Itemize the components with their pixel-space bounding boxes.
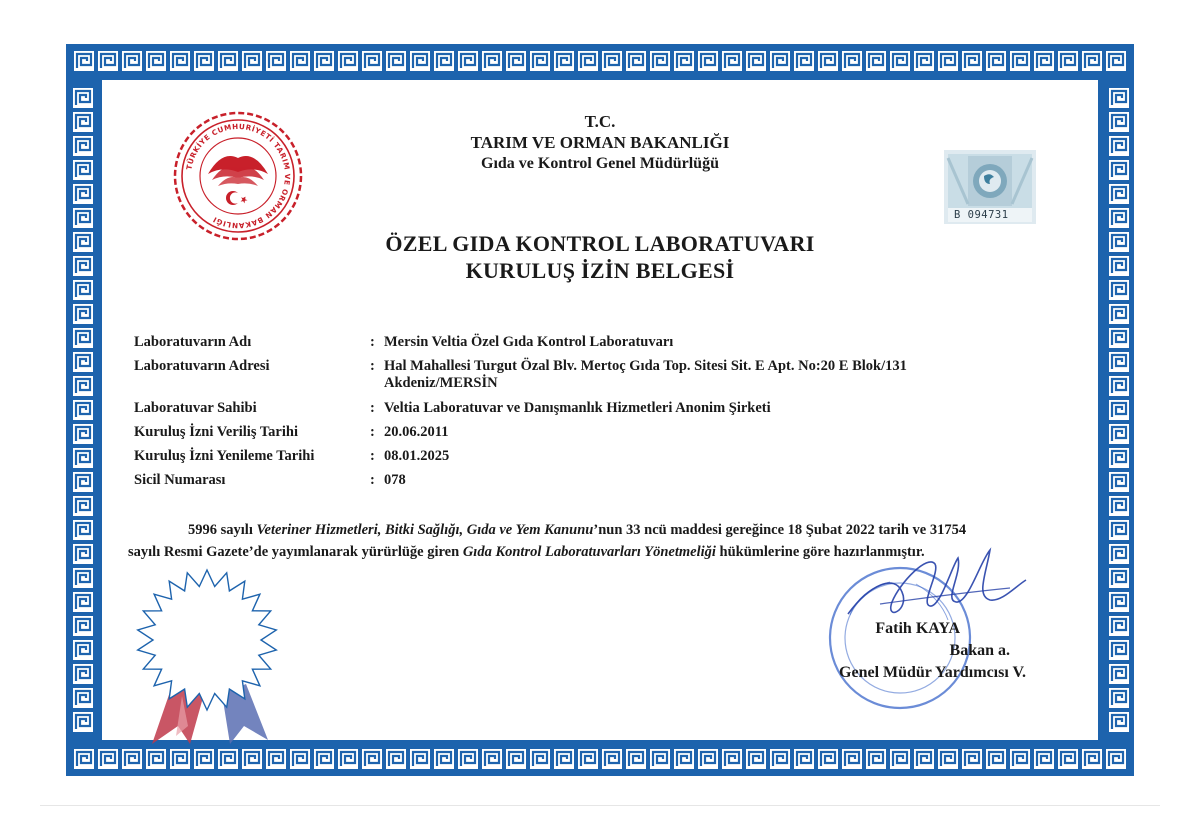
- seal-ring-text: TÜRKİYE CUMHURİYETİ TARIM VE ORMAN BAKANLIĞI: [184, 121, 293, 231]
- hologram-serial: B 094731: [954, 209, 1009, 221]
- field-label: Kuruluş İzni Yenileme Tarihi: [134, 448, 315, 464]
- law-name: Veteriner Hizmetleri, Bitki Sağlığı, Gıda ve Yem Kanunu: [256, 522, 594, 538]
- field-value: 20.06.2011: [384, 424, 449, 440]
- field-separator: :: [370, 424, 375, 440]
- paragraph-line-2: [128, 541, 925, 563]
- field-label: Kuruluş İzni Veriliş Tarihi: [134, 424, 298, 440]
- field-separator: :: [370, 358, 375, 374]
- rosette-seal: [112, 566, 302, 744]
- field-separator: :: [370, 400, 375, 416]
- field-value: Veltia Laboratuvar ve Danışmanlık Hizmetleri Anonim Şirketi: [384, 400, 771, 416]
- greek-key-border-right: [1104, 76, 1134, 744]
- greek-key-border-top: [68, 46, 1132, 76]
- paragraph-line-1: [188, 519, 966, 541]
- field-label: Laboratuvar Sahibi: [134, 400, 257, 416]
- paragraph-text: sayılı Resmi Gazete’de yayımlanarak yürürlüğe giren: [128, 544, 463, 560]
- header-ministry: TARIM VE ORMAN BAKANLIĞI: [470, 133, 730, 152]
- paragraph-text: hükümlerine göre hazırlanmıştır.: [715, 544, 925, 560]
- crescent-star-icon: [226, 191, 248, 205]
- field-label: Laboratuvarın Adı: [134, 334, 252, 350]
- field-value: 08.01.2025: [384, 448, 450, 464]
- signer-role: Bakan a.: [949, 642, 1010, 659]
- field-separator: :: [370, 448, 375, 464]
- signer-name: Fatih KAYA: [875, 620, 960, 637]
- field-separator: :: [370, 472, 375, 488]
- certificate-title-line2: KURULUŞ İZİN BELGESİ: [465, 258, 735, 283]
- signer-title: Genel Müdür Yardımcısı V.: [839, 664, 1026, 681]
- greek-key-border-bottom: [68, 744, 1132, 774]
- field-value: Mersin Veltia Özel Gıda Kontrol Laboratuvarı: [384, 334, 674, 350]
- field-label: Laboratuvarın Adresi: [134, 358, 270, 374]
- header-directorate: Gıda ve Kontrol Genel Müdürlüğü: [481, 155, 719, 172]
- regulation-name: Gıda Kontrol Laboratuvarları Yönetmeliği: [462, 544, 716, 560]
- field-value: 078: [384, 472, 406, 488]
- page-divider: [40, 805, 1160, 806]
- field-value-continued: Akdeniz/MERSİN: [384, 375, 498, 391]
- field-separator: :: [370, 334, 375, 350]
- field-value: Hal Mahallesi Turgut Özal Blv. Mertoç Gıda Top. Sitesi Sit. E Apt. No:20 E Blok/131: [384, 358, 907, 374]
- paragraph-text: ’nun 33 ncü maddesi gereğince 18 Şubat 2022 tarih ve 31754: [593, 522, 967, 538]
- field-label: Sicil Numarası: [134, 472, 226, 488]
- paragraph-text: 5996 sayılı: [188, 522, 257, 538]
- certificate-title-line1: ÖZEL GIDA KONTROL LABORATUVARI: [385, 231, 815, 256]
- greek-key-border-left: [68, 76, 98, 744]
- header-republic: T.C.: [584, 112, 616, 131]
